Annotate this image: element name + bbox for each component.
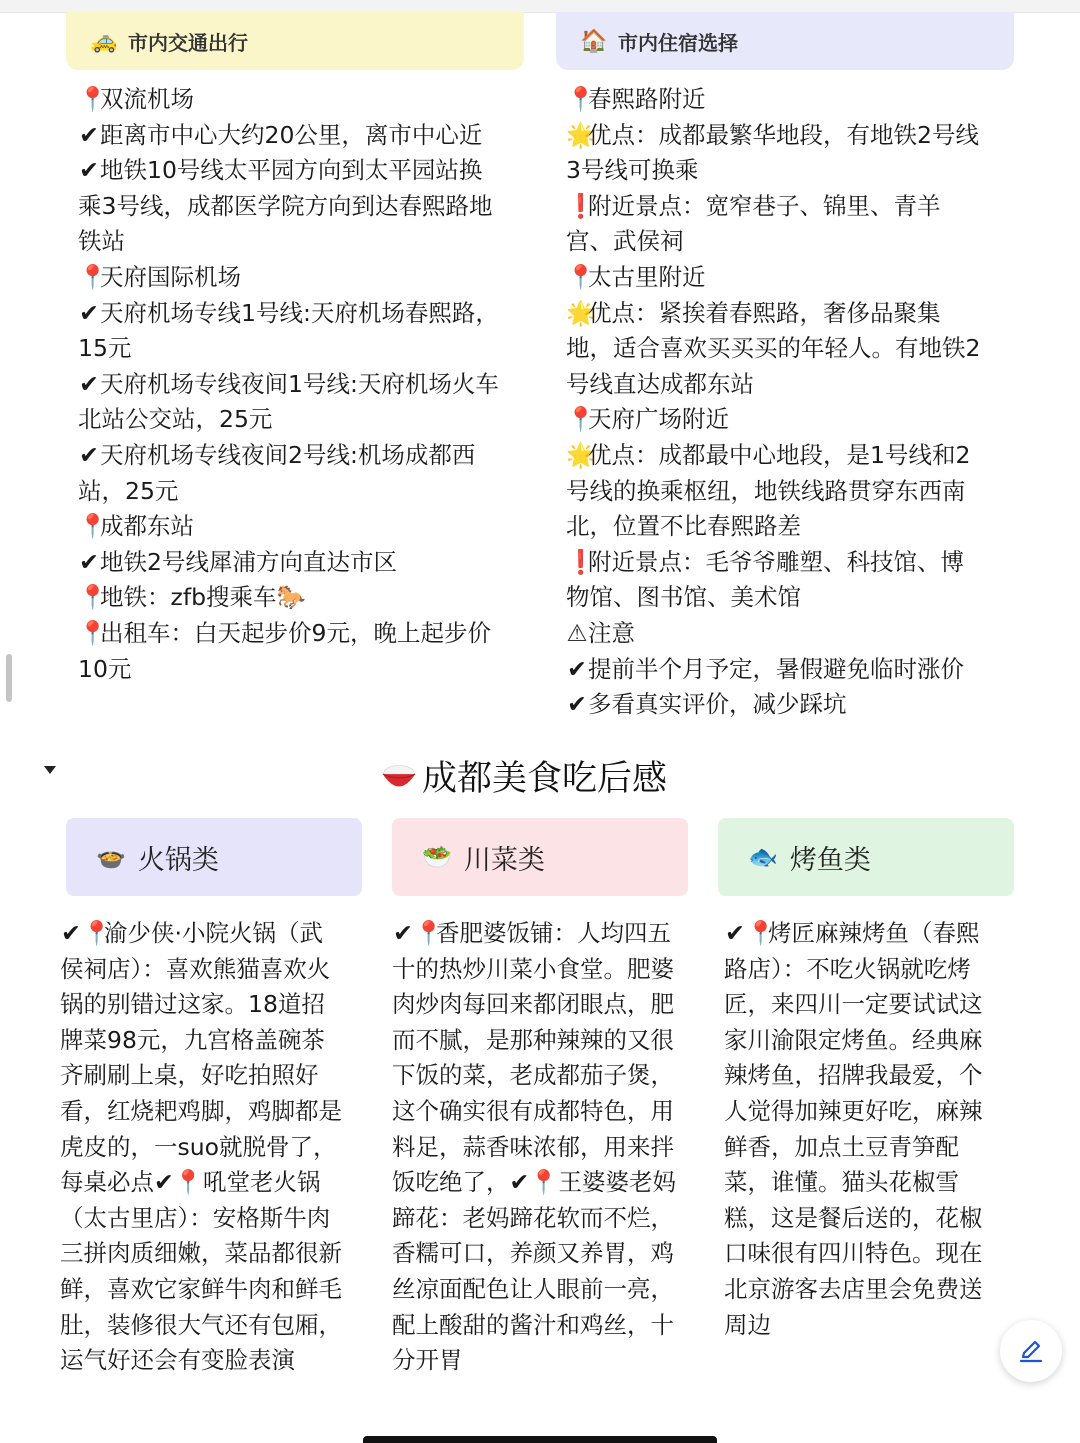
sichuan-line-text: 蹄花：老妈蹄花软而不烂，: [392, 1203, 674, 1232]
fish-line-text: 路店）：不吃火锅就吃烤: [724, 954, 971, 983]
lodging-line-text: 优点：成都最繁华地段，有地铁2号线: [588, 120, 979, 149]
hotpot-line: [60, 1130, 380, 1166]
lodging-line: [566, 402, 1036, 438]
fish-line-text: 周边: [724, 1310, 771, 1339]
hotpot-line-text: 肚，装修很大气还有包厢，: [60, 1310, 342, 1339]
food-card-hotpot-title: 火锅类: [137, 844, 219, 876]
transport-title: 市内交通出行: [128, 30, 248, 55]
hotpot-line: [60, 1094, 380, 1130]
fish-line: [724, 987, 1024, 1023]
hotpot-line: [60, 1308, 380, 1344]
transport-line: [78, 153, 548, 189]
house-icon: 🏠: [580, 28, 608, 54]
fish-line-text: 家川渝限定烤鱼。经典麻: [724, 1025, 983, 1054]
hotpot-line: [60, 952, 380, 988]
fish-line: [724, 1236, 1024, 1272]
transport-line-text: 双流机场: [100, 85, 194, 113]
lodging-line: [566, 545, 1036, 581]
sichuan-line: [392, 916, 712, 952]
hotpot-line-text: （太古里店）：安格斯牛肉: [60, 1203, 331, 1232]
lodging-line-text: 号线的换乘枢纽，地铁线路贯穿东西南: [566, 476, 966, 505]
sichuan-line-text: 丝凉面配色让人眼前一亮，: [392, 1274, 674, 1303]
transport-list: [78, 82, 548, 687]
lodging-line: [566, 438, 1036, 474]
hotpot-line: [60, 1023, 380, 1059]
sichuan-line: [392, 1343, 712, 1379]
hotpot-line-text: 渝少侠·小院火锅（武: [104, 919, 323, 947]
check-icon: ✔: [79, 156, 99, 185]
transport-line: [78, 296, 548, 332]
lodging-line-text: 优点：成都最中心地段，是1号线和2: [588, 440, 971, 469]
fish-line-text: 烤匠麻辣烤鱼（春熙: [768, 919, 980, 947]
transport-line: [78, 580, 548, 616]
fish-line: [724, 1023, 1024, 1059]
transport-line: [78, 118, 548, 154]
hotpot-line-text: 鲜，喜欢它家鲜牛肉和鲜毛: [60, 1274, 342, 1303]
hotpot-line: [60, 1236, 380, 1272]
lodging-line: [566, 224, 1036, 260]
transport-line-text: 距离市中心大约20公里，离市中心近: [100, 120, 483, 149]
fish-line: [724, 1094, 1024, 1130]
fish-line-text: 北京游客去店里会免费送: [724, 1274, 983, 1303]
edit-pencil-icon: [1016, 1336, 1046, 1366]
check-icon: ✔: [393, 919, 413, 947]
hotpot-line-text: 运气好还会有变脸表演: [60, 1346, 295, 1375]
lodging-line-text: 注意: [588, 618, 635, 647]
hotpot-line-text: 虎皮的，一suo就脱骨了，: [60, 1132, 337, 1161]
hotpot-line: [60, 1058, 380, 1094]
transport-line: [78, 509, 548, 545]
lodging-line: [566, 82, 1036, 118]
food-card-sichuan: [392, 818, 688, 896]
hotpot-icon: 🍲: [96, 843, 126, 871]
lodging-line-text: 附近景点：毛爷爷雕塑、科技馆、博: [588, 547, 964, 576]
fish-line: [724, 1201, 1024, 1237]
transport-line: [78, 224, 548, 260]
transport-line-text: 地铁2号线犀浦方向直达市区: [100, 547, 397, 576]
lodging-line-text: 多看真实评价，减少踩坑: [588, 690, 847, 719]
sichuan-line: [392, 1236, 712, 1272]
sichuan-line-text: 而不腻，是那种辣辣的又很: [392, 1025, 674, 1054]
fish-line-text: 口味很有四川特色。现在: [724, 1239, 983, 1268]
lodging-line: [566, 331, 1036, 367]
transport-line: [78, 331, 548, 367]
fish-line: [724, 1308, 1024, 1344]
transport-line: [78, 189, 548, 225]
lodging-line-text: 优点：紧挨着春熙路，奢侈品聚集: [588, 298, 941, 327]
lodging-line: [566, 367, 1036, 403]
fish-line-text: 匠，来四川一定要试试这: [724, 990, 983, 1019]
sichuan-line-text: 肉炒肉每回来都闭眼点，肥: [392, 990, 674, 1019]
sichuan-line: [392, 1094, 712, 1130]
sichuan-line: [392, 1272, 712, 1308]
lodging-line-text: 3号线可换乘: [566, 156, 699, 185]
pin-icon: 📍: [746, 919, 776, 947]
hotpot-line-text: 锅的别错过这家。18道招: [60, 990, 325, 1019]
hotpot-line: [60, 1272, 380, 1308]
lodging-title: 市内住宿选择: [618, 30, 738, 55]
scrollbar-handle[interactable]: [6, 654, 12, 702]
transport-line-text: 地铁：zfb搜乘车🐎: [100, 583, 306, 612]
hotpot-line: [60, 1343, 380, 1379]
home-indicator: [363, 1436, 717, 1443]
collapse-caret-icon[interactable]: [44, 766, 56, 774]
sichuan-text: [392, 916, 712, 1379]
sichuan-line-text: 香糯可口，养颜又养胃，鸡: [392, 1239, 674, 1268]
check-icon: ✔: [725, 919, 745, 947]
edit-button[interactable]: [1000, 1320, 1062, 1382]
salad-icon: 🥗: [422, 843, 452, 871]
star-icon: 🌟: [566, 298, 596, 327]
transport-line: [78, 260, 548, 296]
transport-line: [78, 474, 548, 510]
pin-icon: 📍: [566, 85, 596, 113]
fish-line: [724, 1272, 1024, 1308]
hotpot-line-text: 侯祠店）：喜欢熊猫喜欢火: [60, 954, 331, 983]
fish-line-text: 鲜香，加点土豆青笋配: [724, 1132, 959, 1161]
lodging-line: [566, 189, 1036, 225]
lodging-line-text: 北，位置不比春熙路差: [566, 512, 801, 541]
transport-line-text: 天府机场专线1号线:天府机场春熙路，: [100, 298, 499, 327]
check-icon: ✔: [79, 547, 99, 576]
lodging-line-text: 号线直达成都东站: [566, 369, 754, 398]
hotpot-line: [60, 1201, 380, 1237]
pin-icon: 📍: [78, 262, 108, 291]
transport-line-text: 天府机场专线夜间1号线:天府机场火车: [100, 369, 499, 398]
fish-line: [724, 1130, 1024, 1166]
transport-line: [78, 616, 548, 652]
pin-icon: 📍: [566, 262, 596, 291]
transport-line-text: 地铁10号线太平园方向到太平园站换: [100, 156, 483, 185]
transport-line: [78, 438, 548, 474]
sichuan-line-text: 料足，蒜香味浓郁，用来拌: [392, 1132, 674, 1161]
rice-bowl-icon: [380, 757, 418, 795]
hotpot-line-text: 牌菜98元，九宫格盖碗茶: [60, 1025, 325, 1054]
lodging-line: [566, 580, 1036, 616]
warning-icon: ⚠: [566, 618, 588, 647]
sichuan-line-text: 配上酸甜的酱汁和鸡丝，十: [392, 1310, 674, 1339]
check-icon: ✔: [79, 440, 99, 469]
pin-icon: 📍: [414, 919, 444, 947]
pin-icon: 📍: [78, 583, 108, 612]
sichuan-line-text: 十的热炒川菜小食堂。肥婆: [392, 954, 674, 983]
taxi-icon: 🚕: [90, 28, 118, 54]
transport-line-text: 乘3号线，成都医学院方向到达春熙路地: [78, 191, 493, 220]
lodging-line-text: 附近景点：宽窄巷子、锦里、青羊: [588, 191, 941, 220]
sichuan-line-text: 这个确实很有成都特色，用: [392, 1096, 674, 1125]
lodging-line-text: 春熙路附近: [588, 85, 706, 113]
fish-icon: 🐟: [748, 843, 778, 871]
lodging-line: [566, 118, 1036, 154]
transport-line-text: 站，25元: [78, 476, 179, 505]
hotpot-line-text: 齐刷刷上桌，好吃拍照好: [60, 1061, 319, 1090]
lodging-card-header: [556, 12, 1014, 70]
hotpot-line-text: 三拼肉质细嫩，菜品都很新: [60, 1239, 342, 1268]
transport-line-text: 10元: [78, 654, 132, 683]
pin-icon: 📍: [78, 512, 108, 541]
fish-line: [724, 952, 1024, 988]
lodging-line-text: 提前半个月予定，暑假避免临时涨价: [588, 654, 964, 683]
lodging-list: [566, 82, 1036, 723]
sichuan-line-text: 饭吃绝了，✔📍王婆婆老妈: [392, 1168, 676, 1197]
food-card-sichuan-title: 川菜类: [463, 844, 545, 876]
food-section-title: [380, 750, 667, 802]
lodging-line: [566, 652, 1036, 688]
hotpot-line-text: 看，红烧耙鸡脚，鸡脚都是: [60, 1096, 342, 1125]
pin-icon: 📍: [82, 919, 112, 947]
fish-line-text: 菜，谁懂。猫头花椒雪: [724, 1168, 959, 1197]
lodging-line-text: 地，适合喜欢买买买的年轻人。有地铁2: [566, 334, 981, 363]
hotpot-line: [60, 916, 380, 952]
sichuan-line: [392, 1130, 712, 1166]
star-icon: 🌟: [566, 440, 596, 469]
lodging-line: [566, 687, 1036, 723]
food-card-hotpot: [66, 818, 362, 896]
food-section-title-text: 成都美食吃后感: [422, 759, 668, 799]
fish-line-text: 糕，这是餐后送的，花椒: [724, 1203, 983, 1232]
transport-line: [78, 402, 548, 438]
transport-line-text: 天府国际机场: [100, 262, 241, 291]
transport-card-header: [66, 12, 524, 70]
pin-icon: 📍: [78, 618, 108, 647]
transport-line: [78, 82, 548, 118]
sichuan-line: [392, 987, 712, 1023]
lodging-line-text: 太古里附近: [588, 262, 706, 291]
lodging-line: [566, 509, 1036, 545]
check-icon: ✔: [567, 654, 587, 683]
sichuan-line: [392, 1058, 712, 1094]
fish-line: [724, 1058, 1024, 1094]
transport-line: [78, 367, 548, 403]
transport-line: [78, 652, 548, 688]
fish-text: [724, 916, 1024, 1343]
transport-line-text: 铁站: [78, 227, 125, 256]
check-icon: ✔: [79, 369, 99, 398]
fish-line: [724, 1165, 1024, 1201]
lodging-line: [566, 616, 1036, 652]
lodging-line-text: 天府广场附近: [588, 405, 729, 434]
fish-line-text: 辣烤鱼，招牌我最爱，个: [724, 1061, 983, 1090]
lodging-line: [566, 153, 1036, 189]
lodging-line: [566, 296, 1036, 332]
transport-line-text: 15元: [78, 334, 132, 363]
lodging-line: [566, 260, 1036, 296]
check-icon: ✔: [567, 690, 587, 719]
lodging-line-text: 宫、武侯祠: [566, 227, 684, 256]
hotpot-line: [60, 1165, 380, 1201]
sichuan-line: [392, 1201, 712, 1237]
sichuan-line: [392, 1165, 712, 1201]
sichuan-line: [392, 1308, 712, 1344]
check-icon: ✔: [79, 120, 99, 149]
hotpot-line-text: 每桌必点✔📍吼堂老火锅: [60, 1168, 321, 1197]
hotpot-line: [60, 987, 380, 1023]
hotpot-text: [60, 916, 380, 1379]
transport-line: [78, 545, 548, 581]
fish-line-text: 人觉得加辣更好吃，麻辣: [724, 1096, 983, 1125]
sichuan-line-text: 分开胃: [392, 1346, 463, 1375]
check-icon: ✔: [61, 919, 81, 947]
sichuan-line-text: 香肥婆饭铺：人均四五: [436, 919, 671, 947]
check-icon: ✔: [79, 298, 99, 327]
lodging-line-text: 物馆、图书馆、美术馆: [566, 583, 801, 612]
sichuan-line: [392, 1023, 712, 1059]
exclamation-icon: ❗: [566, 547, 596, 576]
sichuan-line: [392, 952, 712, 988]
transport-line-text: 出租车：白天起步价9元，晚上起步价: [100, 618, 491, 647]
transport-line-text: 天府机场专线夜间2号线:机场成都西: [100, 440, 476, 469]
food-card-fish-title: 烤鱼类: [789, 844, 871, 876]
sichuan-line-text: 下饭的菜，老成都茄子煲，: [392, 1061, 674, 1090]
star-icon: 🌟: [566, 120, 596, 149]
transport-line-text: 成都东站: [100, 512, 194, 541]
exclamation-icon: ❗: [566, 191, 596, 220]
pin-icon: 📍: [566, 405, 596, 434]
pin-icon: 📍: [78, 85, 108, 113]
lodging-line: [566, 474, 1036, 510]
food-card-fish: [718, 818, 1014, 896]
transport-line-text: 北站公交站，25元: [78, 405, 273, 434]
fish-line: [724, 916, 1024, 952]
